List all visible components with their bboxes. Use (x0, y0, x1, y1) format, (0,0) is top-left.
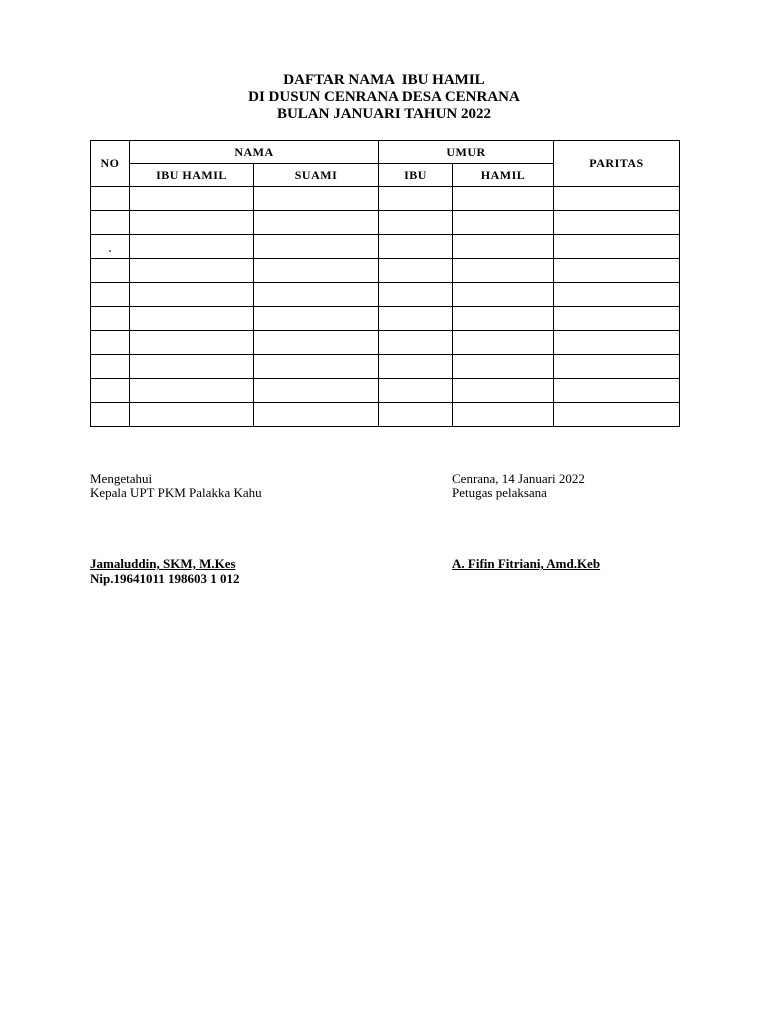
cell-umur-ibu (379, 355, 453, 379)
cell-no (91, 283, 130, 307)
cell-ibu-hamil (130, 211, 254, 235)
cell-suami (254, 403, 379, 427)
cell-suami (254, 355, 379, 379)
pregnant-women-table (90, 140, 680, 427)
table-row (91, 235, 680, 259)
cell-suami (254, 235, 379, 259)
cell-umur-ibu (379, 259, 453, 283)
cell-umur-ibu (379, 403, 453, 427)
table-row (91, 403, 680, 427)
left-sign-line2: Kepala UPT PKM Palakka Kahu (90, 485, 262, 500)
cell-no (91, 211, 130, 235)
cell-ibu-hamil (130, 331, 254, 355)
header-ibu-hamil: IBU HAMIL (130, 164, 254, 187)
table-row (91, 187, 680, 211)
cell-paritas (554, 403, 680, 427)
cell-no (91, 235, 130, 259)
cell-no (91, 379, 130, 403)
cell-umur-hamil (453, 211, 554, 235)
cell-umur-hamil (453, 355, 554, 379)
table-row (91, 379, 680, 403)
table-row (91, 307, 680, 331)
left-sign-line1: Mengetahui (90, 471, 153, 486)
document-title (0, 72, 768, 123)
cell-suami (254, 307, 379, 331)
cell-umur-ibu (379, 283, 453, 307)
cell-ibu-hamil (130, 379, 254, 403)
left-sign-nip: Nip.19641011 198603 1 012 (90, 571, 240, 586)
table-row (91, 211, 680, 235)
cell-ibu-hamil (130, 187, 254, 211)
cell-no (91, 187, 130, 211)
header-no: NO (91, 141, 130, 187)
cell-paritas (554, 379, 680, 403)
cell-no (91, 355, 130, 379)
cell-suami (254, 211, 379, 235)
header-ibu: IBU (379, 164, 453, 187)
cell-no (91, 307, 130, 331)
table-row (91, 355, 680, 379)
title-line-2: DI DUSUN CENRANA DESA CENRANA (248, 89, 520, 105)
table-row (91, 259, 680, 283)
cell-ibu-hamil (130, 307, 254, 331)
header-hamil: HAMIL (453, 164, 554, 187)
cell-ibu-hamil (130, 259, 254, 283)
cell-paritas (554, 187, 680, 211)
header-suami: SUAMI (254, 164, 379, 187)
title-line-1: DAFTAR NAMA IBU HAMIL (283, 72, 485, 88)
cell-umur-ibu (379, 379, 453, 403)
cell-no (91, 331, 130, 355)
cell-paritas (554, 211, 680, 235)
cell-umur-ibu (379, 211, 453, 235)
cell-suami (254, 259, 379, 283)
right-sign-line2: Petugas pelaksana (452, 485, 547, 500)
cell-paritas (554, 235, 680, 259)
cell-umur-hamil (453, 283, 554, 307)
cell-paritas (554, 355, 680, 379)
cell-ibu-hamil (130, 355, 254, 379)
table-row (91, 331, 680, 355)
cell-ibu-hamil (130, 403, 254, 427)
cell-umur-hamil (453, 259, 554, 283)
cell-paritas (554, 331, 680, 355)
cell-paritas (554, 307, 680, 331)
header-umur: UMUR (379, 141, 554, 164)
cell-no (91, 259, 130, 283)
cell-suami (254, 187, 379, 211)
right-sign-line1: Cenrana, 14 Januari 2022 (452, 471, 585, 486)
cell-umur-hamil (453, 379, 554, 403)
cell-ibu-hamil (130, 283, 254, 307)
table-row (91, 283, 680, 307)
cell-umur-hamil (453, 235, 554, 259)
cell-suami (254, 379, 379, 403)
header-nama: NAMA (130, 141, 379, 164)
table-header-row-1 (91, 141, 680, 164)
cell-suami (254, 331, 379, 355)
cell-umur-ibu (379, 307, 453, 331)
cell-paritas (554, 259, 680, 283)
cell-ibu-hamil (130, 235, 254, 259)
title-line-3: BULAN JANUARI TAHUN 2022 (276, 106, 492, 122)
cell-umur-hamil (453, 307, 554, 331)
cell-umur-ibu (379, 235, 453, 259)
cell-suami (254, 283, 379, 307)
cell-umur-hamil (453, 331, 554, 355)
cell-umur-hamil (453, 187, 554, 211)
right-sign-name: A. Fifin Fitriani, Amd.Keb (452, 556, 601, 571)
cell-no (91, 403, 130, 427)
cell-umur-ibu (379, 187, 453, 211)
cell-paritas (554, 283, 680, 307)
cell-umur-hamil (453, 403, 554, 427)
header-paritas: PARITAS (554, 141, 680, 187)
cell-umur-ibu (379, 331, 453, 355)
left-sign-name: Jamaluddin, SKM, M.Kes (90, 556, 236, 571)
stray-mark (109, 250, 111, 252)
